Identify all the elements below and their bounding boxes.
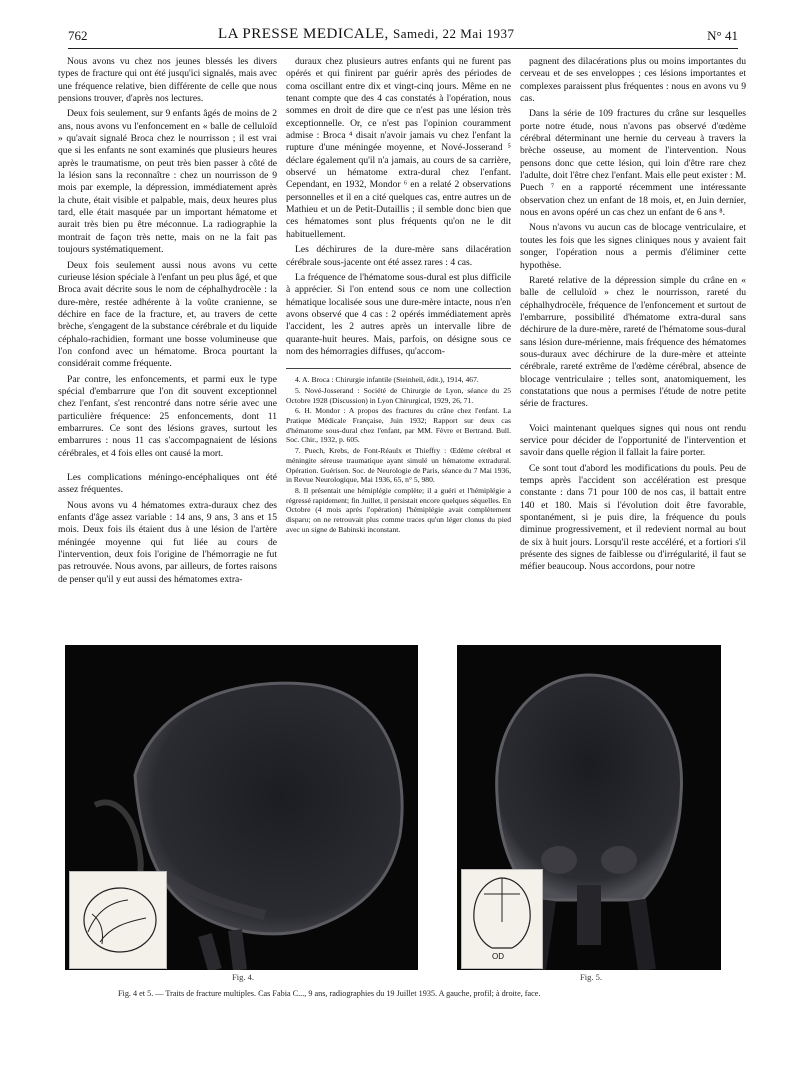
journal-name: LA PRESSE MEDICALE,: [218, 26, 389, 42]
issue-date: Samedi, 22 Mai 1937: [393, 26, 515, 41]
skull-radiograph-face: [457, 645, 721, 970]
paragraph: pagnent des dilacérations plus ou moins importantes du cerveau et de ses enveloppes ; ces lésions importantes et complexes paraissent plus fréquentes : nous en avons vu 9 cas.: [520, 56, 746, 105]
column-2: [286, 56, 511, 536]
skull-radiograph-profile: [65, 645, 418, 970]
page-number: 762: [68, 28, 88, 43]
footnote: 8. Il présentait une hémiplégie complète; il a guéri et l'hémiplégie a régressé rapidement; fin Juillet, il persistait encore quelques séquelles. En Octobre (4 mois après l'opération) l'hémiplégie avait complètement disparu; on ne retrouvait plus comme traces qu'un léger clonus du pied avec un signe de Babinski inconstant.: [286, 485, 511, 534]
column-3: [520, 56, 746, 577]
footnotes: [286, 368, 511, 534]
figure-caption: Fig. 4 et 5. — Traits de fracture multiples. Cas Fabia C..., 9 ans, radiographies du 19 Juillet 1935. A gauche, profil; à droite, face.: [118, 989, 541, 998]
paragraph: Deux fois seulement, sur 9 enfants âgés de moins de 2 ans, nous avons vu l'enfoncement en « balle de celluloïd » qu'avait signalé Broca chez le nourrisson ; il est vrai que si les enfants ne sont examinés que plusieurs heures après le traumatisme, on peut très bien passer à côté de la lésion sans la reconnaître : chez un nourrisson de 9 mois par exemple, la dépression, immédiatement après la chute, était visible et palpable, mais, deux heures plus tard, elle était masquée par un important hématome et aurait très bien pu être méconnue. La radiographie la montrait de façon très nette, mais on ne la fait pas toujours systématiquement.: [58, 108, 277, 256]
paragraph: Voici maintenant quelques signes qui nous ont rendu service pour décider de l'opportunité de l'intervention et savoir dans quelle région il fallait la faire porter.: [520, 422, 746, 459]
fracture-diagram-profile: [70, 872, 166, 968]
footnote: 4. A. Broca : Chirurgie infantile (Steinheil, édit.), 1914, 467.: [295, 375, 479, 385]
paragraph: duraux chez plusieurs autres enfants qui ne furent pas opérés et qui finirent par guérir après des périodes de coma oscillant entre dix et vingt-cinq jours. Même en ne tenant compte que des 4 cas constatés à l'opération, nous sommes en droit de dire que ce n'est pas une lésion très exceptionnelle. Or, ce n'est pas l'opinion couramment admise : Broca ⁴ disait n'avoir jamais vu chez l'enfant la rupture d'une méningée moyenne, et Nové-Josserand ⁵ déclare également qu'il n'a jamais, au cours de sa carrière, observé un hématome extra-dural chez l'enfant. Cependant, en 1932, Mondor ⁶ en a relaté 2 observations personnelles et il en a cité quelques cas, entre autres un de Mathieu et un de Petit-Dutaillis ; il semble donc bien que ces hématomes sont plus fréquents qu'on ne le dit habituellement.: [286, 56, 511, 240]
page-header: [68, 24, 738, 49]
paragraph: Les déchirures de la dure-mère sans dilacération cérébrale sous-jacente ont été assez rares : 4 cas.: [286, 244, 511, 268]
column-1: [58, 56, 277, 589]
footnote: 6. H. Mondor : A propos des fractures du crâne chez l'enfant. La Pratique Médicale Française, Juin 1932; Rapport sur deux cas d'hématome sous-dural chez l'enfant, par MM. Fèvre et Bertrand. Bull. Soc. Chir., 1932, p. 605.: [286, 406, 511, 445]
paragraph: Par contre, les enfoncements, et parmi eux le type spécial d'embarrure que l'on dit souvent exceptionnel chez l'enfant, s'est rencontré dans notre série avec une particulière fréquence: 25 enfoncements, dont 11 embarrures. Ce sont des lésions graves, surtout les embarrures : nous 11 cas s'accompagnaient de lésions cérébrales, et 4 fois elles ont causé la mort.: [58, 373, 277, 459]
journal-title: [218, 26, 514, 43]
inset-mark: OD: [492, 952, 504, 961]
paragraph: Rareté relative de la dépression simple du crâne en « balle de celluloïd » chez le nourrisson, rareté du céphalhydrocèle, fréquence de l'enfoncement et surtout de l'embarrure, possibilité d'hématome extra-dural sans déchirure de la dure-mère, rareté de l'hématome sous-dural sans lésion dure-mérienne, mais fréquence des hématomes sous-duraux avec déchirure de la dure-mère et atteinte cérébrale, rareté extrême de l'œdème cérébral, absence de blocage ventriculaire ; telles sont, anatomiquement, les constatations que nous a permises l'étude de notre petite série de fractures.: [520, 274, 747, 410]
paragraph: Nous avons vu chez nos jeunes blessés les divers types de fracture qui ont été jusqu'ici signalés, mais avec une fréquence relative, bien différente de celle que nous pensions trouver, d'après nos lectures.: [58, 56, 277, 105]
paragraph: Nous avons vu 4 hématomes extra-duraux chez des enfants d'âge assez variable : 14 ans, 9 ans, 3 ans et 15 mois. Deux fois ils étaient dus à une lésion de l'artère méningée moyenne qui fut liée au cours de l'intervention, deux fois l'origine de l'hémorragie ne fut pas retrouvée. Nous avons, par ailleurs, de fortes raisons de penser qu'il y eut aussi des hématomes extra-: [58, 499, 277, 585]
paragraph: Les complications méningo-encéphaliques ont été assez fréquentes.: [58, 472, 277, 496]
paragraph: Nous n'avons vu aucun cas de blocage ventriculaire, et toutes les fois que les signes cliniques nous y avaient fait songer, l'opération nous a permis d'éliminer cette hypothèse.: [520, 222, 746, 271]
paragraph: Deux fois seulement aussi nous avons vu cette curieuse lésion spéciale à l'enfant un peu plus âgé, et que Broca avait décrite sous le nom de céphalhydrocèle : la dure-mère, restée adhérente à la voûte cranienne, se déchire en face de la fracture, et, au travers de cette brèche, s'engagent de la substance cérébrale et du liquide céphalo-rachidien, formant une bosse volumineuse que l'on confond avec un hématome. Broca pourtant la considérait comme fréquente.: [58, 259, 277, 370]
paragraph: Dans la série de 109 fractures du crâne sur lesquelles porte notre étude, nous n'avons pas observé d'œdème cérébral déterminant une hernie du cerveau à travers la brèche osseuse, au moment de l'intervention. Nous pensons donc que cette lésion, qui loin d'être rare chez l'adulte, doit l'être chez l'enfant. Mais elle peut exister : M. Puech ⁷ en a rapporté récemment une intéressante observation chez un enfant de 18 mois, et, en Juin dernier, nous en avons opéré un cas chez un enfant de 6 ans ⁸.: [520, 108, 746, 219]
footnote: 7. Puech, Krebs, de Font-Réaulx et Thieffry : Œdème cérébral et méningite séreuse traumatique ayant simulé un hématome extradural. Opération. Guérison. Soc. de Neurologie de Paris, séance du 7 Mai 1936, in Revue Neurologique, Mai 1936, 65, n° 5, 980.: [286, 446, 511, 485]
fracture-diagram-inset: [461, 869, 543, 969]
issue-number: N° 41: [707, 28, 738, 43]
figure-4-label: Fig. 4.: [232, 972, 254, 982]
fracture-diagram-inset: [69, 871, 167, 969]
footnote: 5. Nové-Josserand : Société de Chirurgie de Lyon, séance du 25 Octobre 1928 (Discussion) in Lyon Chirurgical, 1929, 26, 71.: [286, 385, 511, 405]
paragraph: Ce sont tout d'abord les modifications du pouls. Peu de temps après l'accident son accélération est presque constante : dans 71 pour 100 de nos cas, il battait entre 140 et 180. Mais si l'évolution doit être favorable, spontanément, si je puis dire, la fréquence du pouls diminue progressivement, et il redevient normal au bout de six à huit jours. Lorsqu'il reste accéléré, et a fortiori s'il présente des signes de faiblesse ou d'irrégularité, il faut se méfier beaucoup. Nous accordons, pour notre: [520, 462, 746, 573]
figure-5-label: Fig. 5.: [580, 972, 602, 982]
paragraph: La fréquence de l'hématome sous-dural est plus difficile à apprécier. Si l'on entend sous ce nom une collection hématique localisée sous une dure-mère intacte, nous n'en avons observé que 4 cas : 2 opérés immédiatement après l'accident, les 2 autres après un intervalle libre de quarante-huit heures. Mais, parfois, on désigne sous ce nom des hémorragies diffuses, qu'accom-: [286, 271, 511, 357]
